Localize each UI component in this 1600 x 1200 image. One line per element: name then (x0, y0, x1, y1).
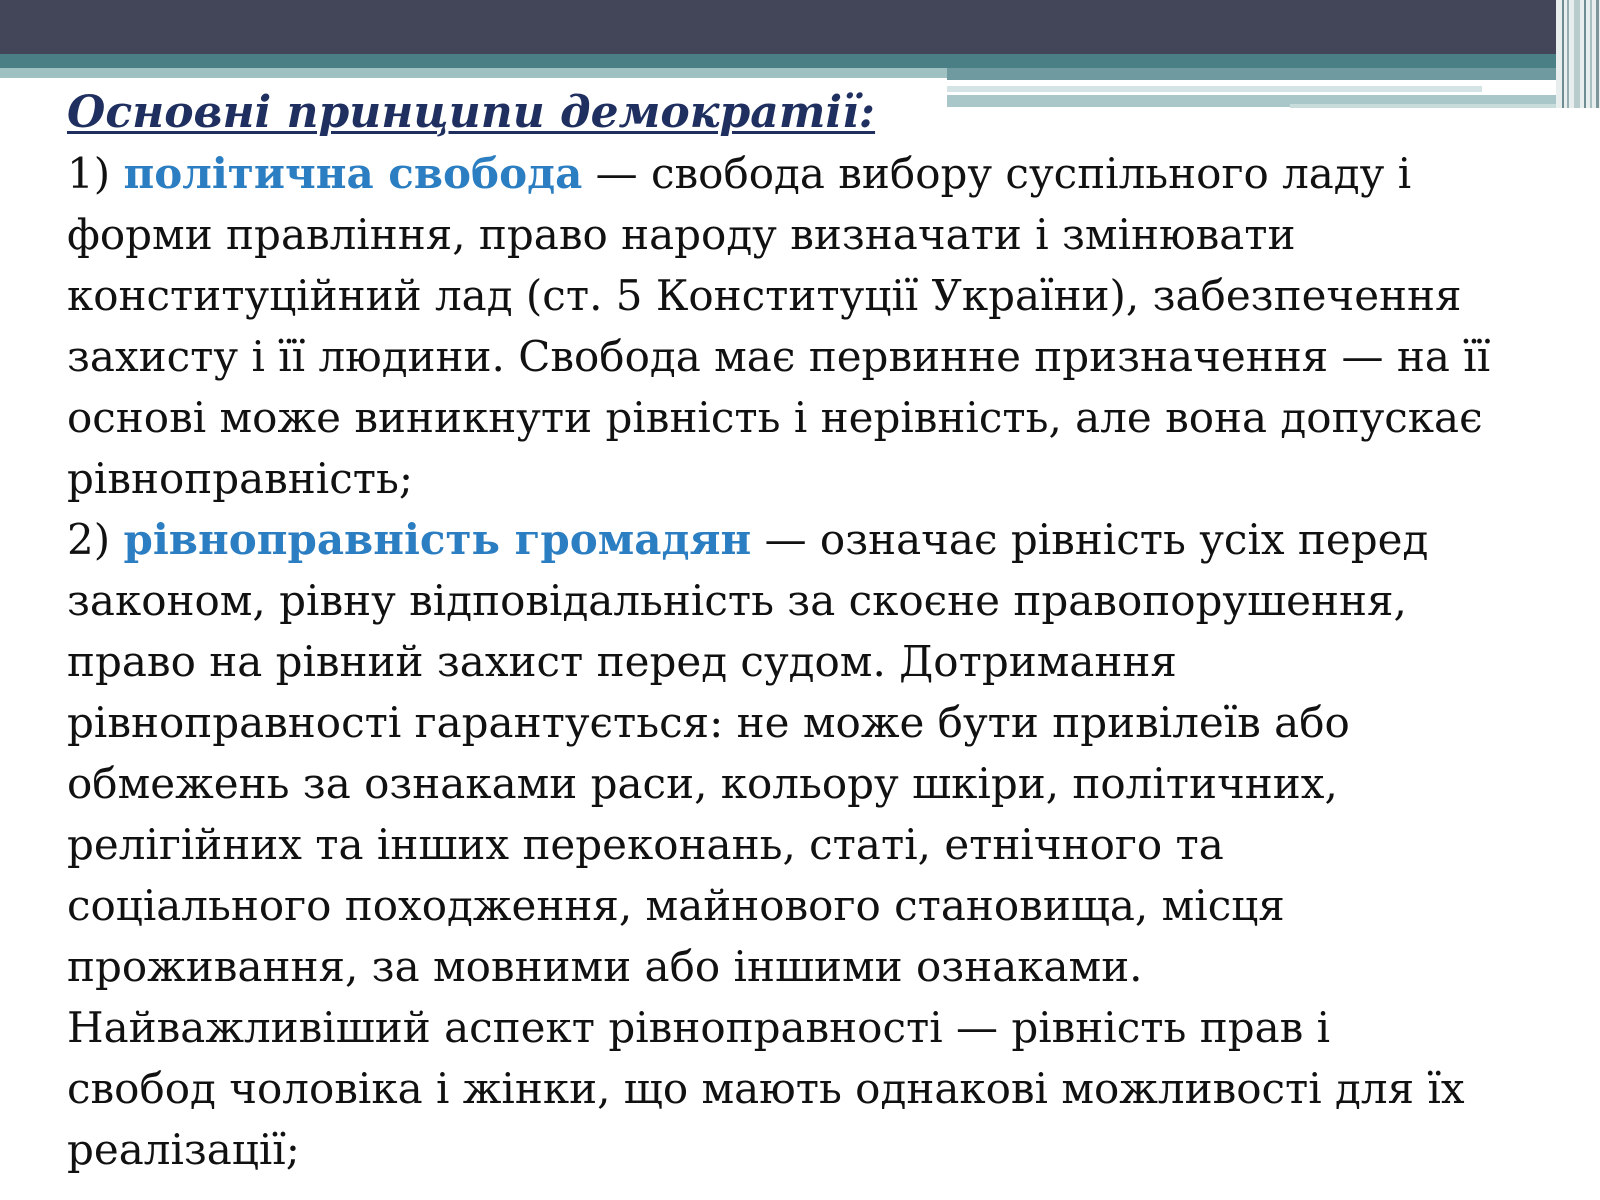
item2-term: рівноправність громадян (123, 515, 752, 564)
item1-text-line: рівноправність; (67, 454, 414, 503)
item1-text-line: захисту і її людини. Свобода має первинне призначення — на її (67, 332, 1491, 381)
item2-text-line: рівноправності гарантується: не може бути привілеїв або (67, 698, 1350, 747)
slide-title-line (67, 82, 1587, 143)
item2-text-line: соціального походження, майнового становища, місця (67, 881, 1285, 930)
item2-first-line (67, 509, 1587, 570)
item2-text-line: релігійних та інших переконань, статі, етнічного та (67, 820, 1224, 869)
item1-text-line: основі може виникнути рівність і нерівність, але вона допускає (67, 393, 1483, 442)
item1-text-line: — свобода вибору суспільного ладу і (582, 149, 1412, 198)
corner-bar (1590, 0, 1592, 108)
item2-text-line: право на рівний захист перед судом. Дотримання (67, 637, 1177, 686)
item2-text-line: реалізації; (67, 1125, 300, 1174)
item2-text-line: свобод чоловіка і жінки, що мають однакові можливості для їх (67, 1064, 1465, 1113)
item1-text-line: форми правління, право народу визначати і змінювати (67, 210, 1296, 259)
header-band-teal (0, 54, 1560, 68)
item1-number: 1) (67, 149, 124, 198)
item1-first-line (67, 143, 1587, 204)
item2-text-line: — означає рівність усіх перед (751, 515, 1429, 564)
item2-text-line: проживання, за мовними або іншими ознаками. (67, 942, 1143, 991)
header-band-dark (0, 0, 1560, 54)
item2-text-line: законом, рівну відповідальність за скоєне правопорушення, (67, 576, 1407, 625)
corner-bar (1596, 0, 1599, 108)
item2-text-line: Найважливіший аспект рівноправності — рівність прав і (67, 1003, 1331, 1052)
slide-title: Основні принципи демократії: (67, 87, 876, 138)
item1-term: політична свобода (123, 149, 583, 198)
header-band-light (0, 68, 947, 78)
slide-body (67, 82, 1587, 1180)
item1-text-line: конституційний лад (ст. 5 Конституції України), забезпечення (67, 271, 1462, 320)
header-strip (947, 68, 1560, 80)
item2-text-line: обмежень за ознаками раси, кольору шкіри, політичних, (67, 759, 1338, 808)
item2-number: 2) (67, 515, 124, 564)
